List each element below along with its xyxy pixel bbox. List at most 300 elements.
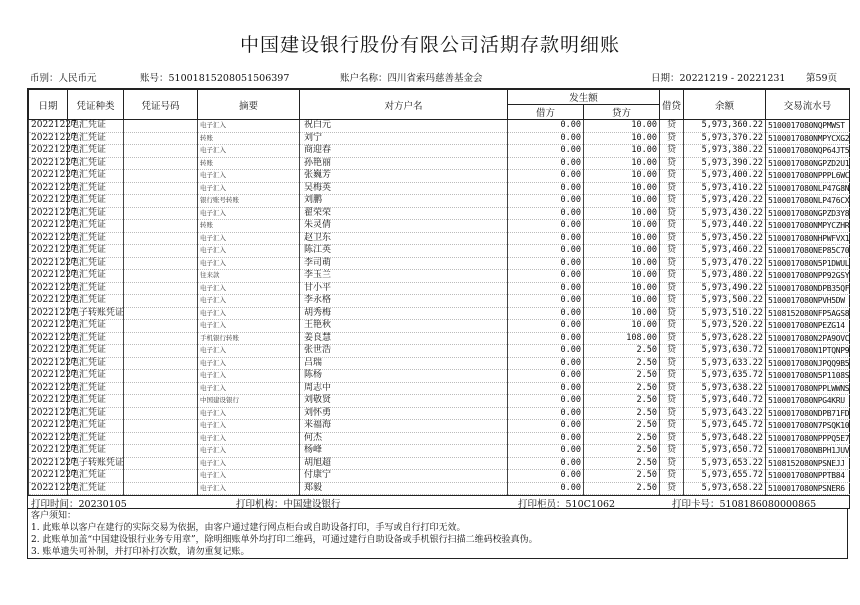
row-dc: 贷 — [660, 407, 684, 420]
row-debit: 0.00 — [508, 357, 584, 370]
row-credit: 10.00 — [584, 132, 660, 145]
row-summary: 电子汇入 — [198, 457, 300, 470]
row-date: 20221227 — [29, 370, 68, 383]
row-dc: 贷 — [660, 207, 684, 220]
row-voucher-no — [124, 457, 198, 470]
row-summary: 电子汇入 — [198, 445, 300, 458]
row-voucher-type: 电汇凭证 — [68, 432, 124, 445]
row-debit: 0.00 — [508, 232, 584, 245]
row-voucher-type: 电汇凭证 — [68, 470, 124, 483]
page-number: 第59页 — [806, 73, 838, 84]
row-summary: 电子汇入 — [198, 170, 300, 183]
row-serial: 5100017080NJPQQ9B5 — [766, 357, 850, 370]
row-debit: 0.00 — [508, 370, 584, 383]
row-voucher-type: 电子转账凭证 — [68, 307, 124, 320]
row-counterparty: 赵卫东 — [300, 232, 508, 245]
row-dc: 贷 — [660, 245, 684, 258]
row-summary: 电子汇入 — [198, 307, 300, 320]
row-summary: 电子汇入 — [198, 345, 300, 358]
row-counterparty: 祝白元 — [300, 120, 508, 133]
row-counterparty: 李玉兰 — [300, 270, 508, 283]
row-credit: 10.00 — [584, 320, 660, 333]
row-voucher-type: 电汇凭证 — [68, 132, 124, 145]
row-serial: 5100017080NPSNER6 — [766, 482, 850, 495]
row-debit: 0.00 — [508, 282, 584, 295]
row-debit: 0.00 — [508, 245, 584, 258]
row-counterparty: 胡秀梅 — [300, 307, 508, 320]
table-row — [29, 345, 850, 358]
row-serial: 5100017080NEP85C70 — [766, 245, 850, 258]
note-item: 3. 账单遗失可补制，并打印补打次数，请勿重复记账。 — [31, 547, 250, 557]
row-debit: 0.00 — [508, 345, 584, 358]
row-dc: 贷 — [660, 157, 684, 170]
row-date: 20221227 — [29, 282, 68, 295]
row-date: 20221227 — [29, 220, 68, 233]
row-voucher-type: 电汇凭证 — [68, 220, 124, 233]
table-row — [29, 445, 850, 458]
row-date: 20221227 — [29, 470, 68, 483]
row-balance: 5,973,650.72 — [684, 445, 766, 458]
row-credit: 2.50 — [584, 420, 660, 433]
row-credit: 10.00 — [584, 232, 660, 245]
row-balance: 5,973,630.72 — [684, 345, 766, 358]
table-row — [29, 307, 850, 320]
row-credit: 10.00 — [584, 295, 660, 308]
row-serial: 5100017080NPPPL6WC — [766, 170, 850, 183]
row-serial: 5100017080N5P1DWUL — [766, 257, 850, 270]
row-balance: 5,973,380.22 — [684, 145, 766, 158]
row-voucher-no — [124, 482, 198, 495]
row-voucher-no — [124, 445, 198, 458]
row-voucher-type: 电汇凭证 — [68, 182, 124, 195]
row-counterparty: 杨峰 — [300, 445, 508, 458]
table-row — [29, 145, 850, 158]
row-date: 20221227 — [29, 245, 68, 258]
row-summary: 电子汇入 — [198, 120, 300, 133]
row-voucher-no — [124, 145, 198, 158]
row-date: 20221227 — [29, 445, 68, 458]
row-voucher-type: 电汇凭证 — [68, 420, 124, 433]
row-serial: 5100017080NMPYCZHR — [766, 220, 850, 233]
row-voucher-no — [124, 295, 198, 308]
note-item: 2. 此账单加盖“中国建设银行业务专用章”，除明细账单外均打印二维码，可通过建行自助设备或手机银行扫描二维码校验真伪。 — [31, 535, 538, 545]
row-date: 20221227 — [29, 120, 68, 133]
row-debit: 0.00 — [508, 182, 584, 195]
row-dc: 贷 — [660, 395, 684, 408]
row-balance: 5,973,430.22 — [684, 207, 766, 220]
table-row — [29, 395, 850, 408]
row-voucher-no — [124, 357, 198, 370]
row-summary: 电子汇入 — [198, 282, 300, 295]
row-serial: 5108152080NPSNEJJ — [766, 457, 850, 470]
row-date: 20221227 — [29, 482, 68, 495]
row-counterparty: 姜良慧 — [300, 332, 508, 345]
row-debit: 0.00 — [508, 195, 584, 208]
header-voucher-type: 凭证种类 — [68, 90, 124, 120]
row-summary: 电子汇入 — [198, 207, 300, 220]
table-row — [29, 170, 850, 183]
row-summary: 中国建设银行 — [198, 395, 300, 408]
row-credit: 2.50 — [584, 345, 660, 358]
row-date: 20221227 — [29, 182, 68, 195]
row-credit: 10.00 — [584, 257, 660, 270]
row-credit: 2.50 — [584, 395, 660, 408]
row-balance: 5,973,460.22 — [684, 245, 766, 258]
row-debit: 0.00 — [508, 420, 584, 433]
row-debit: 0.00 — [508, 332, 584, 345]
row-balance: 5,973,645.72 — [684, 420, 766, 433]
header-balance: 余额 — [684, 90, 766, 120]
table-row — [29, 470, 850, 483]
row-summary: 电子汇入 — [198, 182, 300, 195]
row-dc: 贷 — [660, 232, 684, 245]
row-balance: 5,973,520.22 — [684, 320, 766, 333]
table-row — [29, 245, 850, 258]
row-balance: 5,973,643.22 — [684, 407, 766, 420]
row-serial: 5100017080NPPLWWNS — [766, 382, 850, 395]
row-summary: 电子汇入 — [198, 370, 300, 383]
row-balance: 5,973,480.22 — [684, 270, 766, 283]
row-voucher-no — [124, 270, 198, 283]
row-serial: 5100017080NGPZD3Y8 — [766, 207, 850, 220]
row-counterparty: 郑毅 — [300, 482, 508, 495]
row-debit: 0.00 — [508, 457, 584, 470]
row-balance: 5,973,658.22 — [684, 482, 766, 495]
row-credit: 10.00 — [584, 120, 660, 133]
row-summary: 转账 — [198, 132, 300, 145]
row-credit: 2.50 — [584, 445, 660, 458]
row-date: 20221227 — [29, 307, 68, 320]
row-debit: 0.00 — [508, 207, 584, 220]
row-counterparty: 吕瑞 — [300, 357, 508, 370]
row-counterparty: 甘小平 — [300, 282, 508, 295]
row-summary: 银行账号转账 — [198, 195, 300, 208]
row-credit: 2.50 — [584, 470, 660, 483]
row-summary: 转账 — [198, 157, 300, 170]
row-balance: 5,973,510.22 — [684, 307, 766, 320]
row-balance: 5,973,470.22 — [684, 257, 766, 270]
row-debit: 0.00 — [508, 145, 584, 158]
row-balance: 5,973,490.22 — [684, 282, 766, 295]
header-counterparty: 对方户名 — [300, 90, 508, 120]
row-balance: 5,973,420.22 — [684, 195, 766, 208]
row-voucher-no — [124, 170, 198, 183]
row-credit: 10.00 — [584, 157, 660, 170]
row-credit: 10.00 — [584, 245, 660, 258]
row-serial: 5100017080NHPWFVX1 — [766, 232, 850, 245]
row-voucher-no — [124, 420, 198, 433]
row-dc: 贷 — [660, 432, 684, 445]
row-summary: 手机银行转账 — [198, 332, 300, 345]
row-voucher-type: 电汇凭证 — [68, 357, 124, 370]
row-balance: 5,973,370.22 — [684, 132, 766, 145]
row-date: 20221227 — [29, 357, 68, 370]
row-summary: 电子汇入 — [198, 407, 300, 420]
row-summary: 电子汇入 — [198, 432, 300, 445]
row-serial: 5100017080NDPB35QF — [766, 282, 850, 295]
print-date: 打印时间：20230105 — [31, 499, 127, 510]
row-counterparty: 付康宁 — [300, 470, 508, 483]
row-serial: 5100017080NQPMWST — [766, 120, 850, 133]
header-date: 日期 — [29, 90, 68, 120]
table-row — [29, 157, 850, 170]
row-counterparty: 张世浩 — [300, 345, 508, 358]
notes-heading: 客户须知： — [31, 511, 77, 521]
table-row — [29, 220, 850, 233]
row-dc: 贷 — [660, 482, 684, 495]
row-debit: 0.00 — [508, 157, 584, 170]
row-date: 20221227 — [29, 382, 68, 395]
row-debit: 0.00 — [508, 132, 584, 145]
row-date: 20221227 — [29, 432, 68, 445]
row-serial: 5100017080NQP64JT5 — [766, 145, 850, 158]
row-voucher-no — [124, 282, 198, 295]
row-dc: 贷 — [660, 257, 684, 270]
customer-notes — [27, 509, 848, 559]
row-date: 20221227 — [29, 232, 68, 245]
row-date: 20221227 — [29, 320, 68, 333]
row-serial: 5100017080NDPB71FD — [766, 407, 850, 420]
row-voucher-type: 电汇凭证 — [68, 482, 124, 495]
currency-label: 币别：人民币元 — [30, 73, 97, 84]
ledger-body — [29, 120, 850, 495]
row-dc: 贷 — [660, 282, 684, 295]
ledger-table — [28, 89, 850, 495]
row-voucher-type: 电汇凭证 — [68, 195, 124, 208]
row-counterparty: 刘鹏 — [300, 195, 508, 208]
table-row — [29, 432, 850, 445]
row-voucher-type: 电汇凭证 — [68, 345, 124, 358]
row-credit: 10.00 — [584, 220, 660, 233]
row-date: 20221227 — [29, 132, 68, 145]
row-voucher-no — [124, 370, 198, 383]
row-summary: 转账 — [198, 220, 300, 233]
row-counterparty: 陈江英 — [300, 245, 508, 258]
row-summary: 往来款 — [198, 270, 300, 283]
row-serial: 5100017080N1PTQNP9 — [766, 345, 850, 358]
row-dc: 贷 — [660, 182, 684, 195]
row-voucher-no — [124, 382, 198, 395]
row-date: 20221227 — [29, 345, 68, 358]
table-row — [29, 320, 850, 333]
row-serial: 5100017080NPVH5DW — [766, 295, 850, 308]
header-credit: 贷方 — [584, 105, 660, 120]
row-voucher-no — [124, 257, 198, 270]
ledger-frame — [27, 88, 850, 496]
row-serial: 5100017080N7PSQK10 — [766, 420, 850, 433]
row-balance: 5,973,628.22 — [684, 332, 766, 345]
account-name: 账户名称：四川省索玛慈善基金会 — [340, 73, 483, 84]
row-debit: 0.00 — [508, 220, 584, 233]
row-voucher-type: 电汇凭证 — [68, 320, 124, 333]
row-counterparty: 李永格 — [300, 295, 508, 308]
table-row — [29, 132, 850, 145]
date-range: 日期：20221219 - 20221231 — [651, 73, 786, 84]
row-voucher-no — [124, 307, 198, 320]
row-serial: 5100017080NGPZD2U1 — [766, 157, 850, 170]
row-voucher-no — [124, 320, 198, 333]
row-date: 20221227 — [29, 170, 68, 183]
row-debit: 0.00 — [508, 295, 584, 308]
table-row — [29, 407, 850, 420]
row-voucher-type: 电汇凭证 — [68, 370, 124, 383]
row-serial: 5100017080NPPPQ5E7 — [766, 432, 850, 445]
row-voucher-type: 电汇凭证 — [68, 257, 124, 270]
row-voucher-type: 电汇凭证 — [68, 295, 124, 308]
row-balance: 5,973,450.22 — [684, 232, 766, 245]
row-credit: 2.50 — [584, 370, 660, 383]
table-row — [29, 195, 850, 208]
row-counterparty: 胡旭超 — [300, 457, 508, 470]
row-voucher-no — [124, 157, 198, 170]
row-voucher-type: 电汇凭证 — [68, 232, 124, 245]
row-dc: 贷 — [660, 170, 684, 183]
row-balance: 5,973,655.72 — [684, 470, 766, 483]
row-dc: 贷 — [660, 370, 684, 383]
row-date: 20221227 — [29, 195, 68, 208]
row-voucher-no — [124, 232, 198, 245]
table-row — [29, 420, 850, 433]
table-row — [29, 232, 850, 245]
row-serial: 5100017080NBPH1JUV — [766, 445, 850, 458]
row-debit: 0.00 — [508, 432, 584, 445]
table-row — [29, 120, 850, 133]
row-date: 20221227 — [29, 270, 68, 283]
row-summary: 电子汇入 — [198, 482, 300, 495]
table-row — [29, 182, 850, 195]
print-card: 打印卡号：5108186080000865 — [672, 499, 817, 510]
row-voucher-type: 电汇凭证 — [68, 395, 124, 408]
row-summary: 电子汇入 — [198, 245, 300, 258]
table-row — [29, 270, 850, 283]
row-balance: 5,973,440.22 — [684, 220, 766, 233]
print-info — [27, 495, 850, 509]
row-voucher-no — [124, 432, 198, 445]
row-voucher-type: 电汇凭证 — [68, 445, 124, 458]
row-counterparty: 来福海 — [300, 420, 508, 433]
row-dc: 贷 — [660, 320, 684, 333]
row-balance: 5,973,400.22 — [684, 170, 766, 183]
row-serial: 5100017080N2PA9OVC — [766, 332, 850, 345]
account-info — [0, 70, 860, 84]
row-debit: 0.00 — [508, 270, 584, 283]
row-counterparty: 陈杨 — [300, 370, 508, 383]
row-counterparty: 李司萌 — [300, 257, 508, 270]
row-serial: 5100017080N5P1108S — [766, 370, 850, 383]
row-date: 20221227 — [29, 207, 68, 220]
row-dc: 贷 — [660, 457, 684, 470]
row-counterparty: 周志中 — [300, 382, 508, 395]
row-debit: 0.00 — [508, 170, 584, 183]
row-balance: 5,973,648.22 — [684, 432, 766, 445]
row-dc: 贷 — [660, 307, 684, 320]
header-summary: 摘要 — [198, 90, 300, 120]
row-dc: 贷 — [660, 220, 684, 233]
table-row — [29, 382, 850, 395]
row-date: 20221227 — [29, 295, 68, 308]
table-row — [29, 357, 850, 370]
row-balance: 5,973,390.22 — [684, 157, 766, 170]
row-credit: 2.50 — [584, 482, 660, 495]
row-voucher-no — [124, 395, 198, 408]
table-row — [29, 332, 850, 345]
row-credit: 10.00 — [584, 182, 660, 195]
row-voucher-no — [124, 207, 198, 220]
row-serial: 5108152080NFP5AGS8 — [766, 307, 850, 320]
row-voucher-type: 电汇凭证 — [68, 245, 124, 258]
row-counterparty: 张巍芳 — [300, 170, 508, 183]
row-date: 20221227 — [29, 257, 68, 270]
row-summary: 电子汇入 — [198, 357, 300, 370]
row-voucher-type: 电汇凭证 — [68, 282, 124, 295]
row-credit: 10.00 — [584, 207, 660, 220]
row-balance: 5,973,633.22 — [684, 357, 766, 370]
row-summary: 电子汇入 — [198, 420, 300, 433]
row-summary: 电子汇入 — [198, 232, 300, 245]
row-voucher-no — [124, 220, 198, 233]
row-voucher-type: 电汇凭证 — [68, 382, 124, 395]
header-voucher-no: 凭证号码 — [124, 90, 198, 120]
print-org: 打印机构：中国建设银行 — [236, 499, 341, 510]
table-row — [29, 207, 850, 220]
row-dc: 贷 — [660, 382, 684, 395]
row-debit: 0.00 — [508, 320, 584, 333]
row-date: 20221227 — [29, 395, 68, 408]
row-credit: 2.50 — [584, 432, 660, 445]
row-counterparty: 刘怀勇 — [300, 407, 508, 420]
row-date: 20221227 — [29, 157, 68, 170]
row-voucher-no — [124, 470, 198, 483]
row-serial: 5100017080NPG4KRU — [766, 395, 850, 408]
row-serial: 5100017080NLP476CX — [766, 195, 850, 208]
header-amount: 发生额 — [508, 90, 660, 105]
row-summary: 电子汇入 — [198, 145, 300, 158]
row-voucher-no — [124, 195, 198, 208]
row-balance: 5,973,638.22 — [684, 382, 766, 395]
row-voucher-no — [124, 245, 198, 258]
row-balance: 5,973,653.22 — [684, 457, 766, 470]
row-serial: 5100017080NPPTB84 — [766, 470, 850, 483]
row-date: 20221227 — [29, 332, 68, 345]
row-summary: 电子汇入 — [198, 295, 300, 308]
row-voucher-type: 电汇凭证 — [68, 332, 124, 345]
row-voucher-no — [124, 345, 198, 358]
row-debit: 0.00 — [508, 382, 584, 395]
row-balance: 5,973,500.22 — [684, 295, 766, 308]
row-date: 20221227 — [29, 457, 68, 470]
row-credit: 108.00 — [584, 332, 660, 345]
table-row — [29, 370, 850, 383]
row-counterparty: 商迎春 — [300, 145, 508, 158]
row-dc: 贷 — [660, 445, 684, 458]
row-counterparty: 吴梅英 — [300, 182, 508, 195]
row-dc: 贷 — [660, 357, 684, 370]
row-counterparty: 刘敬贤 — [300, 395, 508, 408]
row-date: 20221227 — [29, 407, 68, 420]
row-counterparty: 朱灵倩 — [300, 220, 508, 233]
row-counterparty: 刘宁 — [300, 132, 508, 145]
row-voucher-type: 电汇凭证 — [68, 145, 124, 158]
row-debit: 0.00 — [508, 307, 584, 320]
row-summary: 电子汇入 — [198, 320, 300, 333]
row-voucher-no — [124, 120, 198, 133]
row-debit: 0.00 — [508, 120, 584, 133]
row-voucher-type: 电汇凭证 — [68, 407, 124, 420]
row-serial: 5100017080NPEZG14 — [766, 320, 850, 333]
row-dc: 贷 — [660, 295, 684, 308]
row-dc: 贷 — [660, 120, 684, 133]
row-counterparty: 孙艳丽 — [300, 157, 508, 170]
